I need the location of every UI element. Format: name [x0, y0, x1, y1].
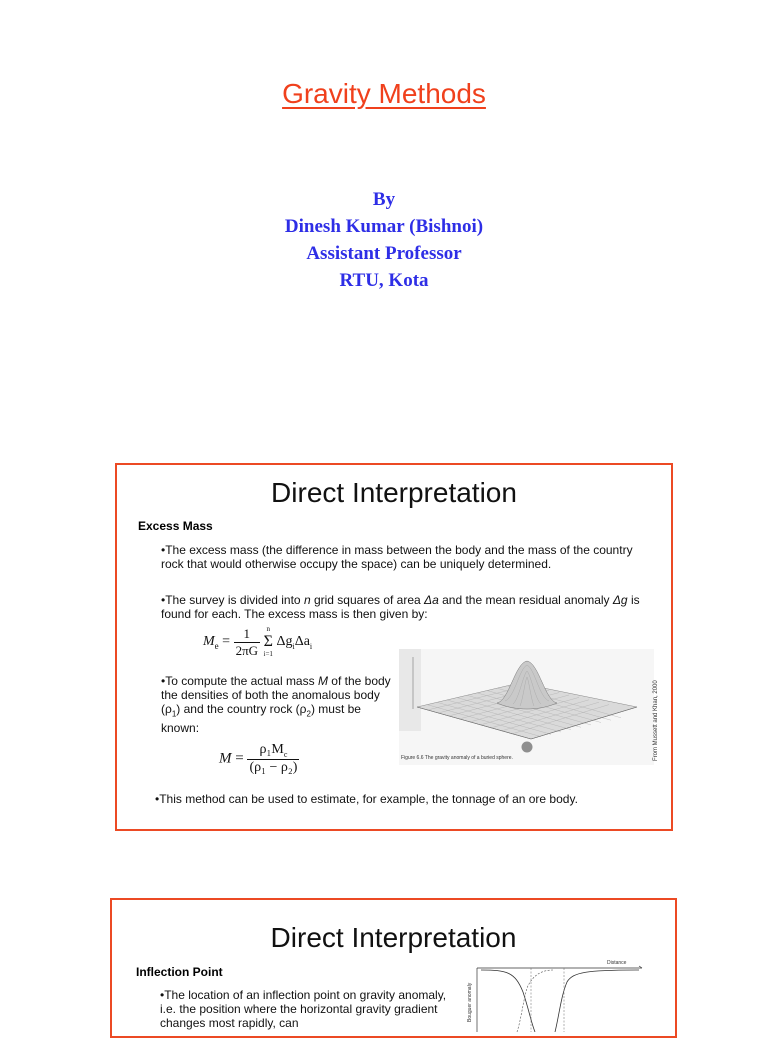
inflection-graph — [457, 952, 647, 1032]
gravity-anomaly-3d-figure — [399, 649, 654, 765]
slide-inflection-point — [110, 898, 677, 1038]
actual-mass-formula: M = $\frac{\rho_1M_c}{\text{(ρ₁ − ρ₂)}}$ — [219, 742, 298, 775]
slide-excess-mass — [115, 463, 673, 831]
author-block — [0, 186, 768, 294]
bullet-inflection-point: •The location of an inflection point on gravity anomaly, i.e. the position where the horizontal gravity gradient changes most rapidly, can — [160, 988, 447, 1030]
slide-title: Direct Interpretation — [271, 477, 517, 508]
byline-author: Dinesh Kumar (Bishnoi) — [284, 216, 484, 237]
figure-credit: From Mussett and Khan, 2000 — [653, 680, 659, 761]
bullet-survey-grid: •The survey is divided into n grid squares of area Δa and the mean residual anomaly Δg is found for each. The excess mass is then given by: — [161, 593, 640, 621]
byline-institution: RTU, Kota — [339, 270, 429, 291]
bullet-actual-mass: •To compute the actual mass M of the body the densities of both the anomalous body $(\rho_1)$ and the country rock $(\rho_2)$ must be known: — [161, 674, 391, 736]
graph-y-label: Bouguer anomaly — [467, 982, 473, 1022]
slide-title: Direct Interpretation — [270, 922, 517, 953]
page-title: Gravity Methods — [282, 78, 486, 109]
graph-x-label: Distance — [607, 960, 627, 966]
bullet-excess-mass: •The excess mass (the difference in mass between the body and the mass of the country rock that would otherwise occupy the space) can be uniquely determined. — [161, 543, 633, 571]
section-heading: Inflection Point — [136, 965, 223, 979]
figure-caption: Figure 6.6 The gravity anomaly of a buried sphere. — [401, 755, 513, 761]
bullet-tonnage: •This method can be used to estimate, for example, the tonnage of an ore body. — [155, 792, 578, 806]
byline-position: Assistant Professor — [306, 243, 462, 264]
byline-by: By — [372, 189, 396, 210]
excess-mass-formula: $M_e$ = $\frac{1}{2\pi G}$ n Σ i=1 $\Delta g_i\Delta a_i$ — [203, 625, 313, 658]
section-heading: Excess Mass — [138, 519, 213, 533]
